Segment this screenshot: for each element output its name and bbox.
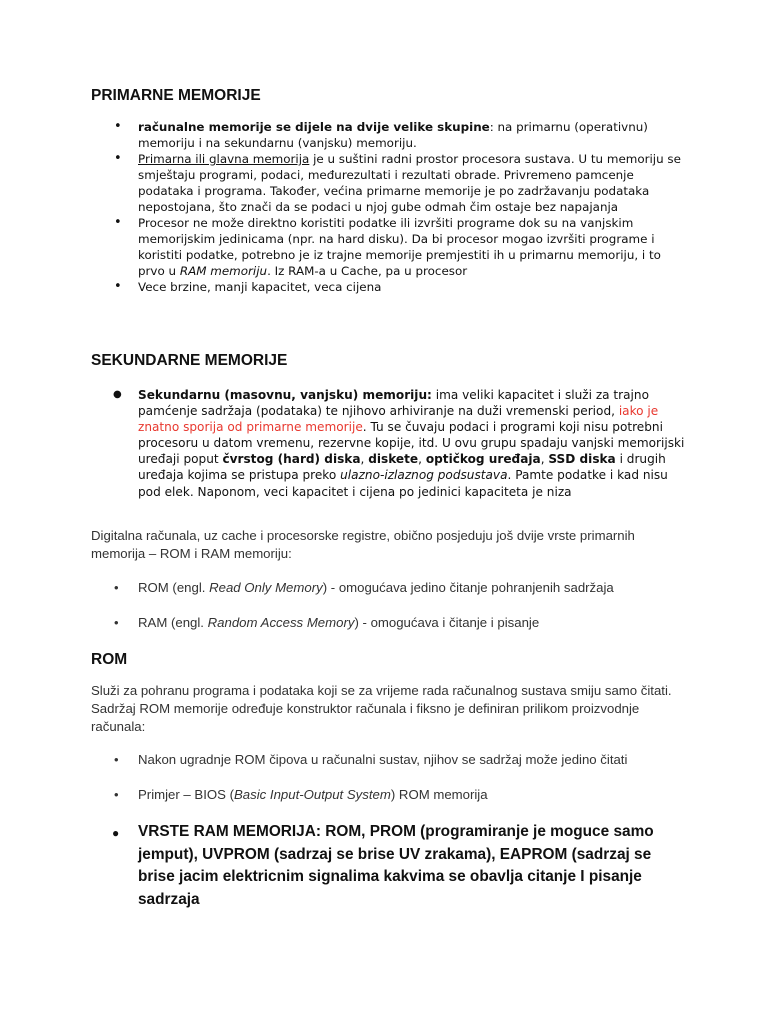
text: ima veliki kapacitet i služi za trajno pamćenje sadržaja (podataka) te njihovo arhiviranje na duži vremenski period, (138, 388, 649, 419)
paragraph-rom: Služi za pohranu programa i podataka koji se za vrijeme rada računalnog sustava smiju samo čitati. Sadržaj ROM memorije određuje konstruktor računala i fiksno je definiran prilikom proizvodnje računala: (91, 683, 672, 734)
italic-text: Read Only Memory (209, 580, 323, 595)
text: VRSTE RAM MEMORIJA: ROM, PROM (programiranje je moguce samo jemput), UVPROM (sadrzaj se brise UV zrakama), EAPROM (sadrzaj se brise jacim elektricnim signalima kakvima se obavlja citanje I pisanje sadrzaja (138, 823, 654, 908)
list-item (138, 279, 690, 295)
text: ) - omogućava jedino čitanje pohranjenih sadržaja (322, 580, 614, 595)
underlined-text: Primarna ili glavna memorija (138, 152, 310, 166)
text: je u suštini radni prostor procesora sustava. U tu memoriju se smještaju programi, podaci, međurezultati i rezultati obrade. Privremeno pamcenje podataka i programa. Također, većina primarne memorije je po zadržavanju podataka nepostojana, što znači da se podaci u njoj gube odmah čim ostaje bez napajanja (138, 152, 681, 214)
text: Nakon ugradnje ROM čipova u računalni sustav, njihov se sadržaj može jedino čitati (138, 752, 628, 767)
vrste-ram-list (138, 821, 678, 911)
text: , (360, 452, 369, 467)
text: . Tu se čuvaju podaci i programi koji nisu potrebni procesoru u datom vremenu, rezervne kopije, itd. U ovu grupu spadaju vanjski memorijski uređaji poput (138, 420, 685, 467)
bold-text: SSD diska (548, 452, 616, 467)
heading-rom: ROM (91, 651, 128, 668)
text: ROM (engl. (138, 580, 210, 595)
red-text: iako je znatno sporija od primarne memorije (138, 404, 659, 435)
list-item (138, 786, 698, 804)
list-item (138, 821, 678, 911)
list-item (138, 215, 690, 279)
text: RAM (engl. (138, 615, 208, 630)
text: , (418, 452, 426, 467)
rom-detail-list (138, 751, 698, 821)
list-item (138, 387, 690, 500)
list-item (138, 751, 698, 769)
primary-bullet-list (138, 119, 690, 295)
italic-text: RAM memoriju (179, 264, 268, 278)
list-item (138, 579, 698, 597)
text: . Iz RAM-a u Cache, pa u procesor (267, 264, 468, 278)
rom-ram-list (138, 579, 698, 649)
bold-text: Sekundarnu (masovnu, vanjsku) memoriju: (138, 388, 432, 402)
heading-primarne-memorije: PRIMARNE MEMORIJE (91, 87, 261, 104)
bold-text: čvrstog (hard) diska (222, 452, 361, 467)
italic-text: Basic Input-Output System (234, 787, 391, 802)
heading-sekundarne-memorije: SEKUNDARNE MEMORIJE (91, 352, 288, 369)
bold-text: optičkog uređaja (425, 452, 541, 467)
text: . Pamte podatke i kad nisu pod elek. Naponom, veci kapacitet i cijena po jedinici kapaciteta je niza (138, 468, 668, 499)
text: Vece brzine, manji kapacitet, veca cijena (138, 280, 382, 294)
bold-text: diskete (368, 452, 419, 467)
text: , (540, 452, 549, 467)
bold-text: računalne memorije se dijele na dvije velike skupine (138, 120, 490, 134)
text: ) - omogućava i čitanje i pisanje (354, 615, 540, 630)
text: ) ROM memorija (390, 787, 488, 802)
list-item (138, 151, 690, 215)
text: Procesor ne može direktno koristiti podatke ili izvršiti programe dok su na vanjskim memorijskim jedinicama (npr. na hard disku). Da bi procesor mogao izvršiti programe i koristiti podatke, potrebno je iz trajne memorije premjestiti ih u primarnu memoriju, i to prvo u (138, 216, 661, 278)
list-item (138, 119, 690, 151)
paragraph-digitalna-racunala: Digitalna računala, uz cache i procesorske registre, obično posjeduju još dvije vrste primarnih memorija – ROM i RAM memoriju: (91, 528, 635, 561)
text: i drugih uređaja kojima se pristupa preko (138, 452, 666, 483)
italic-text: ulazno-izlaznog podsustava (340, 468, 508, 483)
text: : na primarnu (operativnu) memoriju i na sekundarnu (vanjsku) memoriju. (138, 120, 648, 150)
text: Primjer – BIOS ( (138, 787, 234, 802)
list-item (138, 614, 698, 632)
italic-text: Random Access Memory (207, 615, 355, 630)
secondary-bullet-list (138, 387, 690, 500)
